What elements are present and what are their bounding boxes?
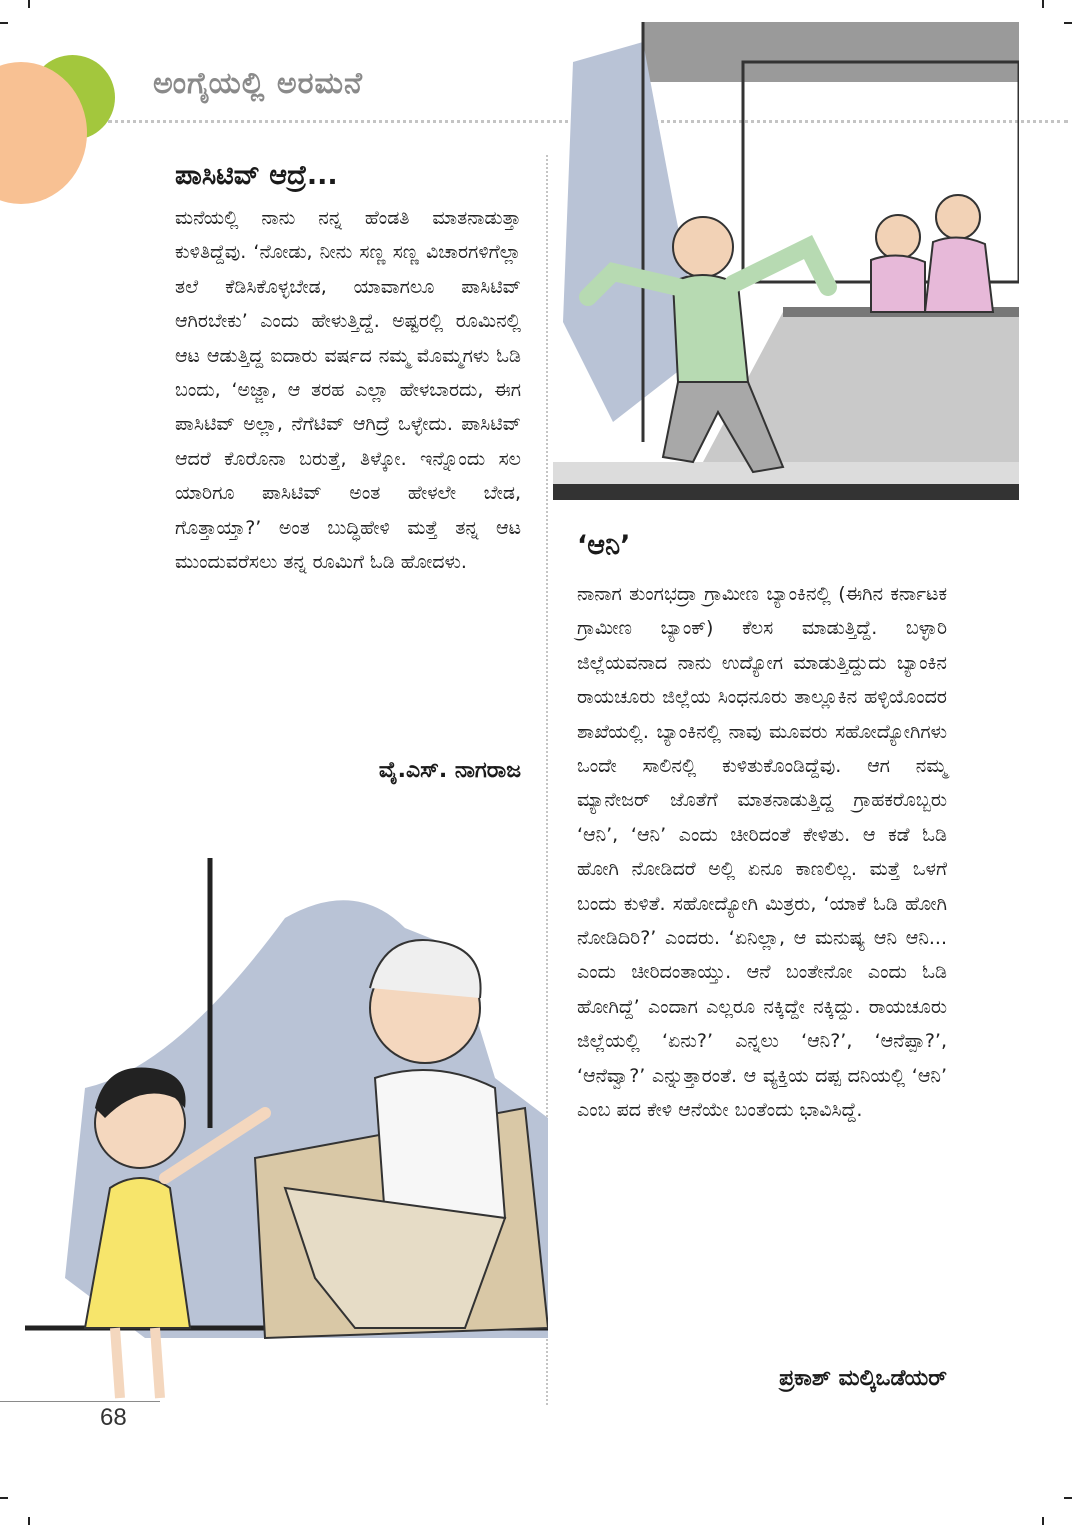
clerk-head <box>936 195 980 239</box>
story1-title: ಪಾಸಿಟಿವ್ ಆದ್ರೆ... <box>175 160 338 191</box>
crop-mark <box>28 0 30 8</box>
cartoon-bank-scene-illustration <box>553 22 1019 515</box>
crop-mark <box>1042 0 1044 8</box>
crop-mark <box>1064 1497 1072 1499</box>
story1-author: ವೈ.ಎಸ್. ನಾಗರಾಜ <box>378 758 521 783</box>
crop-mark <box>0 22 8 24</box>
wall-shade <box>643 22 1019 82</box>
floor-bar <box>553 484 1019 500</box>
grandfather-vest <box>375 1070 505 1218</box>
customer-head <box>876 215 920 259</box>
customer-body <box>871 255 925 312</box>
crop-mark <box>1064 22 1072 24</box>
step <box>553 462 1019 484</box>
cartoon-grandfather-granddaughter-illustration <box>25 858 548 1461</box>
clerk-body <box>925 237 993 312</box>
story2-body: ನಾನಾಗ ತುಂಗಭದ್ರಾ ಗ್ರಾಮೀಣ ಬ್ಯಾಂಕಿನಲ್ಲಿ (ಈಗಿನ ಕರ್ನಾಟಕ ಗ್ರಾಮೀಣ ಬ್ಯಾಂಕ್) ಕೆಲಸ ಮಾಡುತ್ತಿದ್ದೆ. ಬಳ್ಳಾರಿ ಜಿಲ್ಲೆಯವನಾದ ನಾನು ಉದ್ಯೋಗ ಮಾಡುತ್ತಿದ್ದುದು ಬ್ಯಾಂಕಿನ ರಾಯಚೂರು ಜಿಲ್ಲೆಯ ಸಿಂಧನೂರು ತಾಲ್ಲೂಕಿನ ಹಳ್ಳಿಯೊಂದರ ಶಾಖೆಯಲ್ಲಿ. ಬ್ಯಾಂಕಿನಲ್ಲಿ ನಾವು ಮೂವರು ಸಹೋದ್ಯೋಗಿಗಳು ಒಂದೇ ಸಾಲಿನಲ್ಲಿ ಕುಳಿತುಕೊಂಡಿದ್ದೆವು. ಆಗ ನಮ್ಮ ಮ್ಯಾನೇಜರ್ ಜೊತೆಗೆ ಮಾತನಾಡುತ್ತಿದ್ದ ಗ್ರಾಹಕರೊಬ್ಬರು ‘ಆನಿ’, ‘ಆನಿ’ ಎಂದು ಚೀರಿದಂತೆ ಕೇಳಿತು. ಆ ಕಡೆ ಓಡಿ ಹೋಗಿ ನೋಡಿದರೆ ಅಲ್ಲಿ ಏನೂ ಕಾಣಲಿಲ್ಲ. ಮತ್ತೆ ಒಳಗೆ ಬಂದು ಕುಳಿತೆ. ಸಹೋದ್ಯೋಗಿ ಮಿತ್ರರು, ‘ಯಾಕೆ ಓಡಿ ಹೋಗಿ ನೋಡಿದಿರಿ?’ ಎಂದರು. ‘ಏನಿಲ್ಲಾ, ಆ ಮನುಷ್ಯ ಆನಿ ಆನಿ... ಎಂದು ಚೀರಿದಂತಾಯ್ತು. ಆನೆ ಬಂತೇನೋ ಎಂದು ಓಡಿ ಹೋಗಿದ್ದೆ’ ಎಂದಾಗ ಎಲ್ಲರೂ ನಕ್ಕಿದ್ದೇ ನಕ್ಕಿದ್ದು. ರಾಯಚೂರು ಜಿಲ್ಲೆಯಲ್ಲಿ ‘ಏನು?’ ಎನ್ನಲು ‘ಆನಿ?’, ‘ಆನೆಪ್ಪಾ?’, ‘ಆನೆವ್ವಾ?’ ಎನ್ನುತ್ತಾರಂತೆ. ಆ ವ್ಯಕ್ತಿಯ ದಪ್ಪ ದನಿಯಲ್ಲಿ ‘ಆನಿ’ ಎಂಬ ಪದ ಕೇಳಿ ಆನೆಯೇ ಬಂತೆಂದು ಭಾವಿಸಿದ್ದೆ. <box>577 583 947 1122</box>
page-number: 68 <box>100 1404 127 1431</box>
girl-legs <box>115 1328 160 1398</box>
page-number-rule <box>0 1401 160 1402</box>
crop-mark <box>1042 1517 1044 1525</box>
crop-mark <box>0 1497 8 1499</box>
crop-mark <box>28 1517 30 1525</box>
man-head <box>673 217 733 277</box>
section-title: ಅಂಗೈಯಲ್ಲಿ ಅರಮನೆ <box>153 66 363 101</box>
story2-title: ‘ಆನಿ’ <box>577 530 631 561</box>
story2-author: ಪ್ರಕಾಶ್ ಮಲ್ಕಿಒಡೆಯರ್ <box>779 1366 947 1391</box>
story1-body: ಮನೆಯಲ್ಲಿ ನಾನು ನನ್ನ ಹೆಂಡತಿ ಮಾತನಾಡುತ್ತಾ ಕುಳಿತಿದ್ದೆವು. ‘ನೋಡು, ನೀನು ಸಣ್ಣ ಸಣ್ಣ ವಿಚಾರಗಳಿಗೆಲ್ಲಾ ತಲೆ ಕೆಡಿಸಿಕೊಳ್ಳಬೇಡ, ಯಾವಾಗಲೂ ಪಾಸಿಟಿವ್ ಆಗಿರಬೇಕು’ ಎಂದು ಹೇಳುತ್ತಿದ್ದೆ. ಅಷ್ಟರಲ್ಲಿ ರೂಮಿನಲ್ಲಿ ಆಟ ಆಡುತ್ತಿದ್ದ ಐದಾರು ವರ್ಷದ ನಮ್ಮ ಮೊಮ್ಮಗಳು ಓಡಿ ಬಂದು, ‘ಅಜ್ಜಾ, ಆ ತರಹ ಎಲ್ಲಾ ಹೇಳಬಾರದು, ಈಗ ಪಾಸಿಟಿವ್ ಅಲ್ಲಾ, ನೆಗೆಟಿವ್ ಆಗಿದ್ರೆ ಒಳ್ಳೇದು. ಪಾಸಿಟಿವ್ ಆದರೆ ಕೊರೊನಾ ಬರುತ್ತೆ, ತಿಳ್ಕೋ. ಇನ್ನೊಂದು ಸಲ ಯಾರಿಗೂ ಪಾಸಿಟಿವ್ ಅಂತ ಹೇಳಲೇ ಬೇಡ, ಗೊತ್ತಾಯ್ತಾ?’ ಅಂತ ಬುದ್ಧಿಹೇಳಿ ಮತ್ತೆ ತನ್ನ ಆಟ ಮುಂದುವರೆಸಲು ತನ್ನ ರೂಮಿಗೆ ಓಡಿ ಹೋದಳು. <box>175 207 521 574</box>
